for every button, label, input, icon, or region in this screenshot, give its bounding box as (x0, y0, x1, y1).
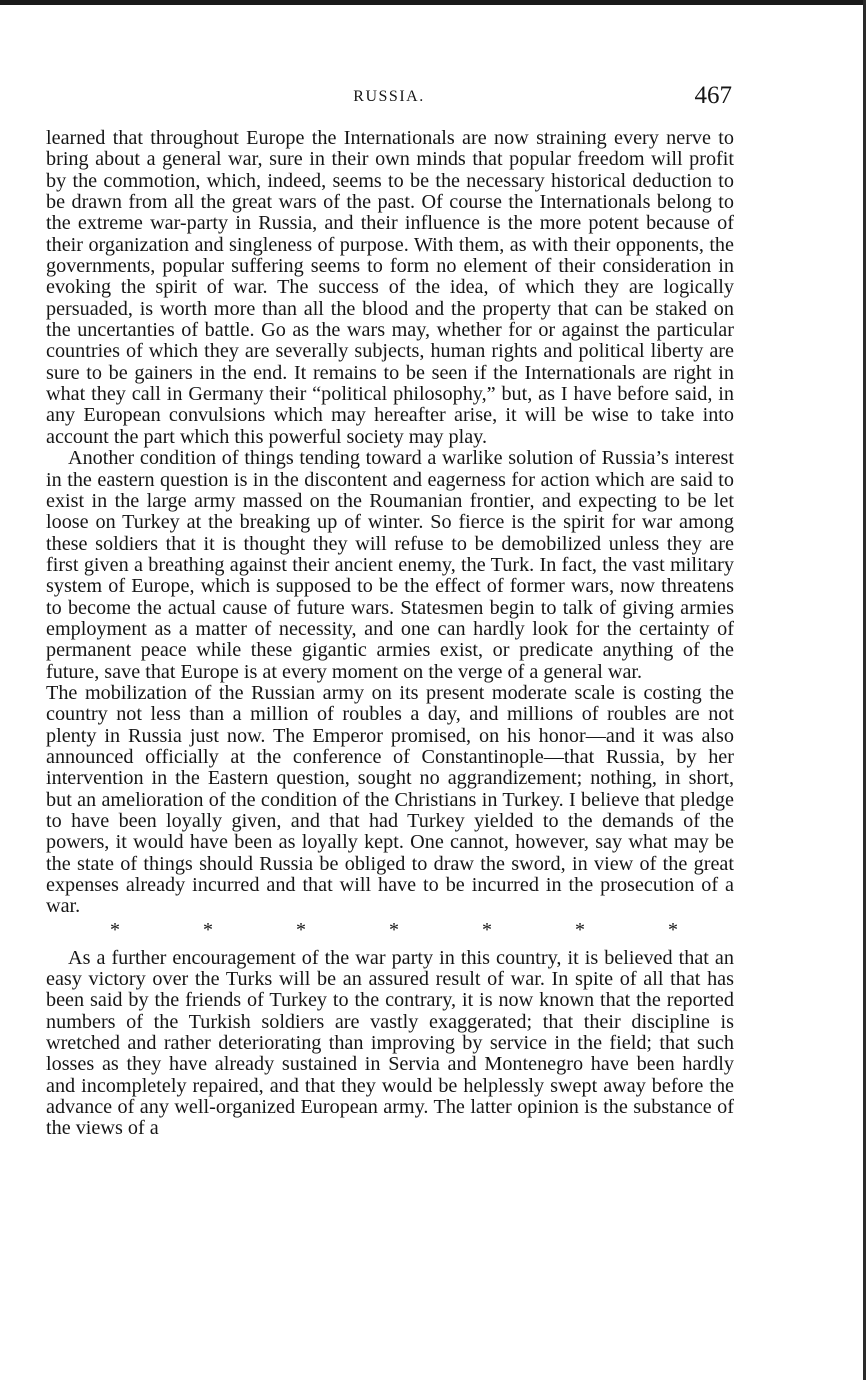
asterisk: * (389, 918, 399, 941)
page-number: 467 (694, 82, 732, 109)
body-text (46, 128, 734, 1140)
page-top-border (0, 0, 866, 5)
asterisk: * (482, 918, 492, 941)
paragraph: As a further encouragement of the war party in this country, it is believed that an easy victory over the Turks will be an assured result of war. In spite of all that has been said by the friends of Turkey to the contrary, it is now known that the reported numbers of the Turkish soldiers are vastly exaggerated; that their discipline is wretched and rather deteriorating than improving by service in the field; that such losses as they have already sustained in Servia and Montenegro have been hardly and incompletely repaired, and that they would be helplessly swept away before the advance of any well-organized European army. The latter opinion is the substance of the views of a (46, 946, 734, 1140)
asterisk: * (668, 918, 678, 941)
paragraph: Another condition of things tending toward a warlike solution of Russia’s interest in the eastern question is in the discontent and eagerness for action which are said to exist in the large army massed on the Roumanian frontier, and expecting to be let loose on Turkey at the breaking up of winter. So fierce is the spirit for war among these soldiers that it is thought they will refuse to be demobilized unless they are first given a breathing against their ancient enemy, the Turk. In fact, the vast military system of Europe, which is supposed to be the effect of former wars, now threatens to become the actual cause of future wars. Statesmen begin to talk of giving armies employment as a matter of necessity, and one can hardly look for the certainty of permanent peace while these gigantic armies exist, or predicate anything of the future, save that Europe is at every moment on the verge of a general war. (46, 447, 734, 683)
section-break-asterisks (46, 920, 734, 940)
asterisk: * (203, 918, 213, 941)
running-title: RUSSIA. (353, 88, 425, 105)
asterisk: * (110, 918, 120, 941)
paragraph-continued: learned that throughout Europe the Internationals are now straining every nerve to bring about a general war, sure in their own minds that popular freedom will profit by the commotion, which, indeed, seems to be the necessary historical deduction to be drawn from all the great wars of the past. Of course the Internationals belong to the extreme war-party in Russia, and their influence is the more potent because of their organization and singleness of purpose. With them, as with their opponents, the governments, popular suffering seems to form no element of their consideration in evoking the spirit of war. The success of the idea, of which they are logically persuaded, is worth more than all the blood and the property that can be staked on the uncertanties of battle. Go as the wars may, whether for or against the particular countries of which they are severally subjects, human rights and political liberty are sure to be gainers in the end. It remains to be seen if the Internationals are right in what they call in Germany their “political philosophy,” but, as I have before said, in any European convulsions which may hereafter arise, it will be wise to take into account the part which this powerful society may play. (46, 127, 734, 448)
paragraph: The mobilization of the Russian army on its present moderate scale is costing the country not less than a million of roubles a day, and millions of roubles are not plenty in Russia just now. The Emperor promised, on his honor—and it was also announced officially at the conference of Constantinople—that Russia, by her intervention in the Eastern question, sought no aggrandizement; nothing, in short, but an amelioration of the condition of the Christians in Turkey. I believe that pledge to have been loyally given, and that had Turkey yielded to the demands of the powers, it would have been as loyally kept. One cannot, however, say what may be the state of things should Russia be obliged to draw the sword, in view of the great expenses already incurred and that will have to be incurred in the prosecution of a war. (46, 681, 734, 918)
asterisk: * (296, 918, 306, 941)
page-header (46, 82, 732, 112)
asterisk: * (575, 918, 585, 941)
